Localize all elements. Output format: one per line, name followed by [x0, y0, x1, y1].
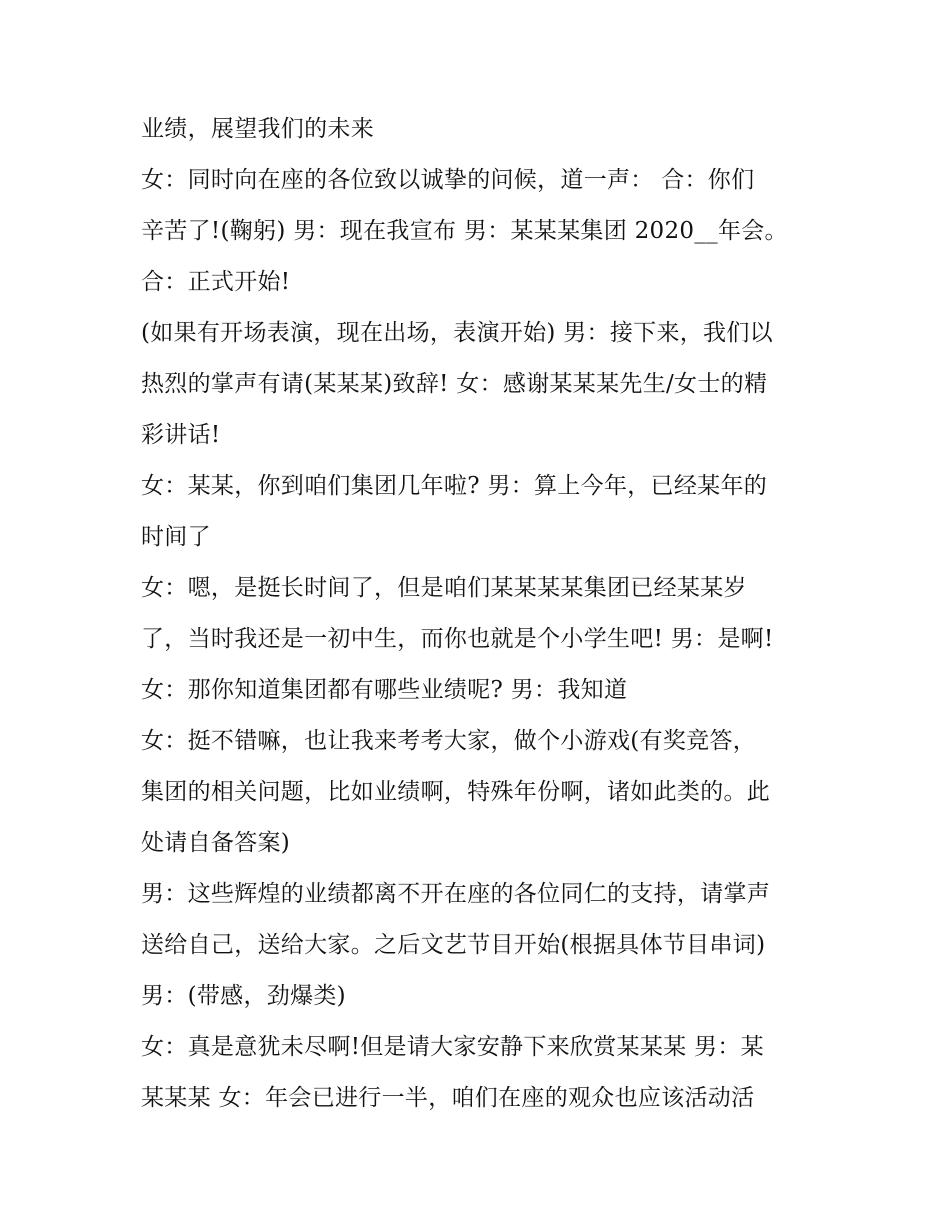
- text-line: 女：某某，你到咱们集团几年啦? 男：算上今年，已经某年的: [141, 473, 768, 499]
- text-line: 热烈的掌声有请(某某某)致辞! 女：感谢某某某先生/女士的精: [141, 371, 768, 397]
- text-line: 合：正式开始!: [141, 269, 291, 295]
- text-line: 某某某 女：年会已进行一半，咱们在座的观众也应该活动活: [141, 1085, 755, 1111]
- text-line: 处请自备答案): [141, 830, 291, 856]
- text-line: 女：真是意犹未尽啊!但是请大家安静下来欣赏某某某 男：某: [141, 1034, 764, 1060]
- text-line: 男：这些辉煌的业绩都离不开在座的各位同仁的支持，请掌声: [141, 881, 771, 907]
- text-line: 女：那你知道集团都有哪些业绩呢? 男：我知道: [141, 677, 628, 703]
- text-line: 时间了: [141, 524, 211, 550]
- text-line: 送给自己，送给大家。之后文艺节目开始(根据具体节目串词): [141, 932, 766, 958]
- text-line: 女：同时向在座的各位致以诚挚的问候，道一声： 合：你们: [141, 167, 755, 193]
- text-line: 男：(带感，劲爆类): [141, 983, 346, 1009]
- text-line: 彩讲话!: [141, 422, 221, 448]
- text-line: 女：嗯，是挺长时间了，但是咱们某某某某集团已经某某岁: [141, 575, 747, 601]
- text-line: 辛苦了!(鞠躬) 男：现在我宣布 男：某某某集团 2020__年会。: [141, 218, 788, 244]
- document-body: [141, 104, 821, 1124]
- text-line: 了，当时我还是一初中生，而你也就是个小学生吧! 男：是啊!: [141, 626, 774, 652]
- text-line: (如果有开场表演，现在出场，表演开始) 男：接下来，我们以: [141, 320, 773, 346]
- text-line: 女：挺不错嘛，也让我来考考大家，做个小游戏(有奖竞答，: [141, 728, 757, 754]
- text-line: 集团的相关问题，比如业绩啊，特殊年份啊，诸如此类的。此: [141, 779, 771, 805]
- text-line: 业绩，展望我们的未来: [141, 116, 374, 142]
